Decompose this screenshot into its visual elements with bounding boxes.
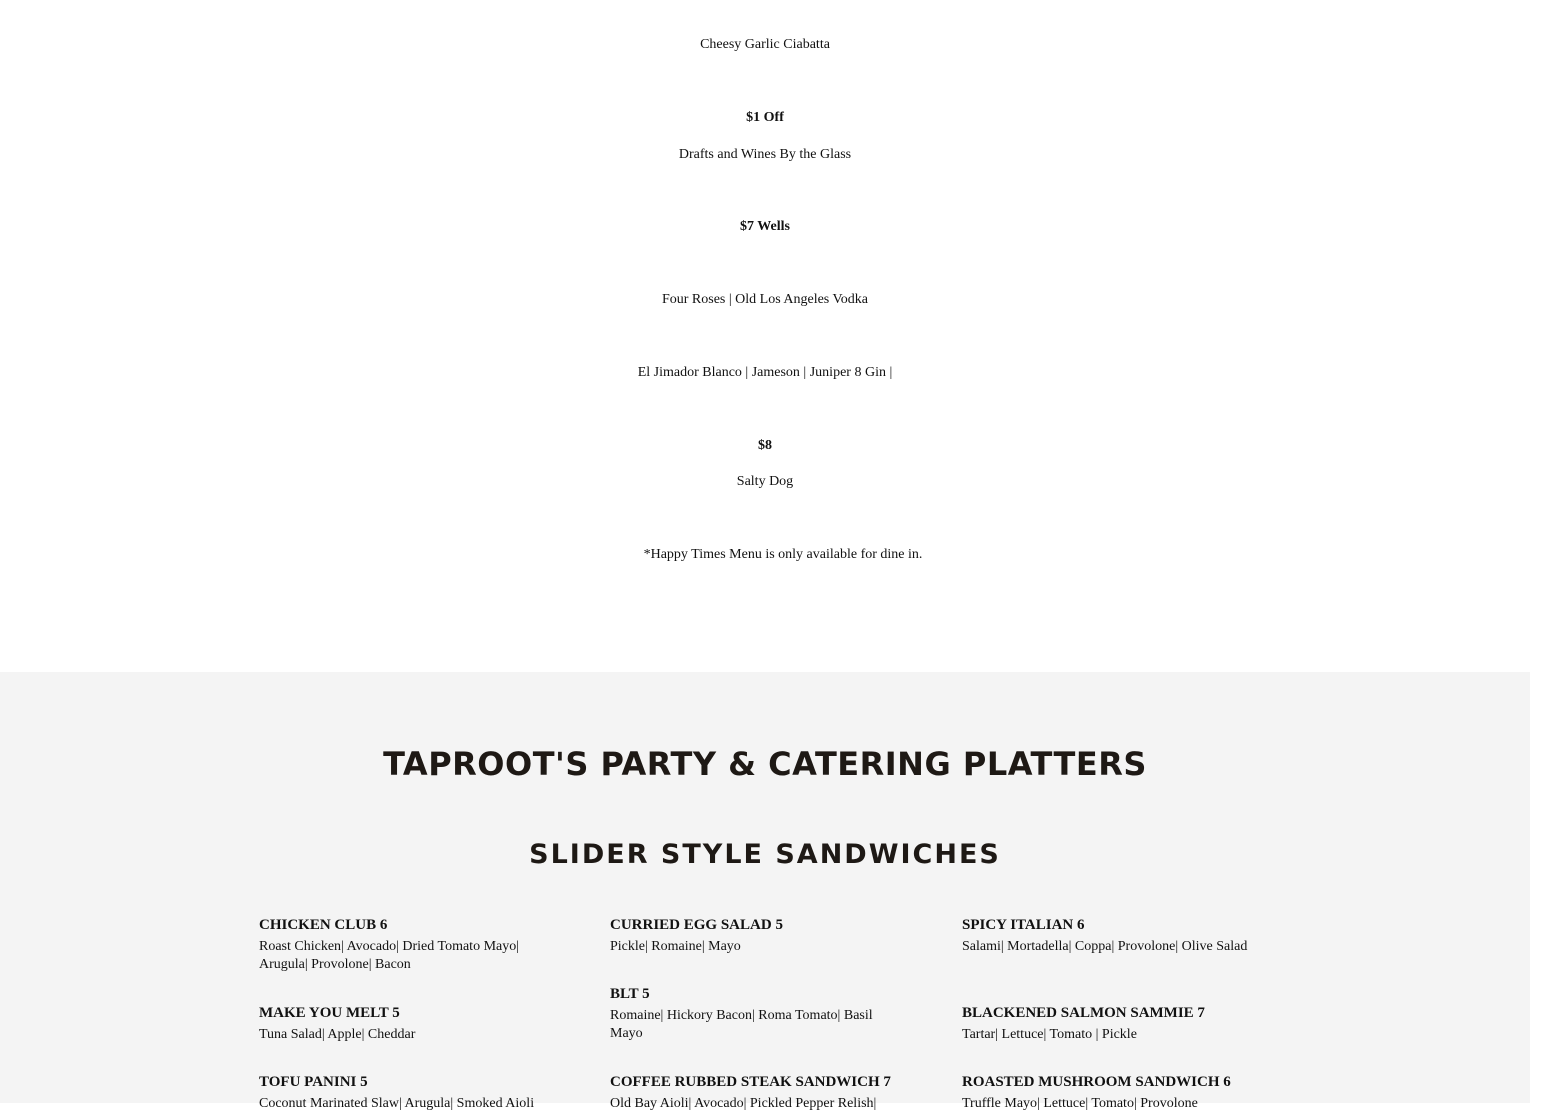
slider-sandwiches-heading: SLIDER STYLE SANDWICHES: [529, 839, 1001, 870]
menu-item: [259, 1004, 549, 1044]
happy-price-7-wells: $7 Wells: [740, 219, 790, 234]
menu-item: [962, 1073, 1252, 1113]
happy-line-wells-2: El Jimador Blanco | Jameson | Juniper 8 Gin |: [637, 365, 893, 380]
menu-item-name: COFFEE RUBBED STEAK SANDWICH 7: [610, 1074, 891, 1090]
menu-item-name: CURRIED EGG SALAD 5: [610, 917, 783, 933]
menu-item-name: TOFU PANINI 5: [259, 1074, 368, 1090]
menu-item-desc: Tartar| Lettuce| Tomato | Pickle: [962, 1027, 1137, 1042]
menu-item-name: BLT 5: [610, 986, 650, 1002]
menu-item-desc: Romaine| Hickory Bacon| Roma Tomato| Basil Mayo: [610, 1008, 873, 1041]
happy-line-wells-1: Four Roses | Old Los Angeles Vodka: [661, 292, 869, 307]
happy-price-1-off: $1 Off: [746, 110, 784, 125]
menu-item: [610, 1073, 900, 1113]
happy-line-bread: Cheesy Garlic Ciabatta: [700, 37, 830, 52]
menu-item: [962, 916, 1252, 956]
menu-item-name: BLACKENED SALMON SAMMIE 7: [962, 1005, 1205, 1021]
menu-item: [962, 1004, 1252, 1044]
happy-footnote: *Happy Times Menu is only available for dine in.: [643, 547, 923, 562]
menu-item-desc: Roast Chicken| Avocado| Dried Tomato Mayo| Arugula| Provolone| Bacon: [259, 939, 520, 972]
menu-item-desc: Pickle| Romaine| Mayo: [610, 939, 741, 954]
menu-item-desc: Truffle Mayo| Lettuce| Tomato| Provolone: [962, 1096, 1198, 1111]
happy-line-drafts: Drafts and Wines By the Glass: [678, 147, 852, 162]
menu-item: [610, 916, 900, 956]
happy-price-8: $8: [758, 438, 772, 453]
menu-item-desc: Salami| Mortadella| Coppa| Provolone| Olive Salad: [962, 939, 1248, 954]
menu-item: [259, 1073, 549, 1113]
catering-title: TAPROOT'S PARTY & CATERING PLATTERS: [383, 745, 1147, 783]
menu-item-name: CHICKEN CLUB 6: [259, 917, 388, 933]
menu-item-desc: Old Bay Aioli| Avocado| Pickled Pepper Relish|: [610, 1096, 877, 1111]
menu-item-name: MAKE YOU MELT 5: [259, 1005, 400, 1021]
menu-item-name: SPICY ITALIAN 6: [962, 917, 1085, 933]
menu-item-desc: Tuna Salad| Apple| Cheddar: [259, 1027, 416, 1042]
menu-item-name: ROASTED MUSHROOM SANDWICH 6: [962, 1074, 1231, 1090]
catering-section: [0, 672, 1530, 1111]
menu-item: [610, 985, 900, 1043]
happy-line-salty-dog: Salty Dog: [736, 474, 794, 489]
menu-item-desc: Coconut Marinated Slaw| Arugula| Smoked Aioli: [259, 1096, 535, 1111]
menu-item: [259, 916, 549, 974]
